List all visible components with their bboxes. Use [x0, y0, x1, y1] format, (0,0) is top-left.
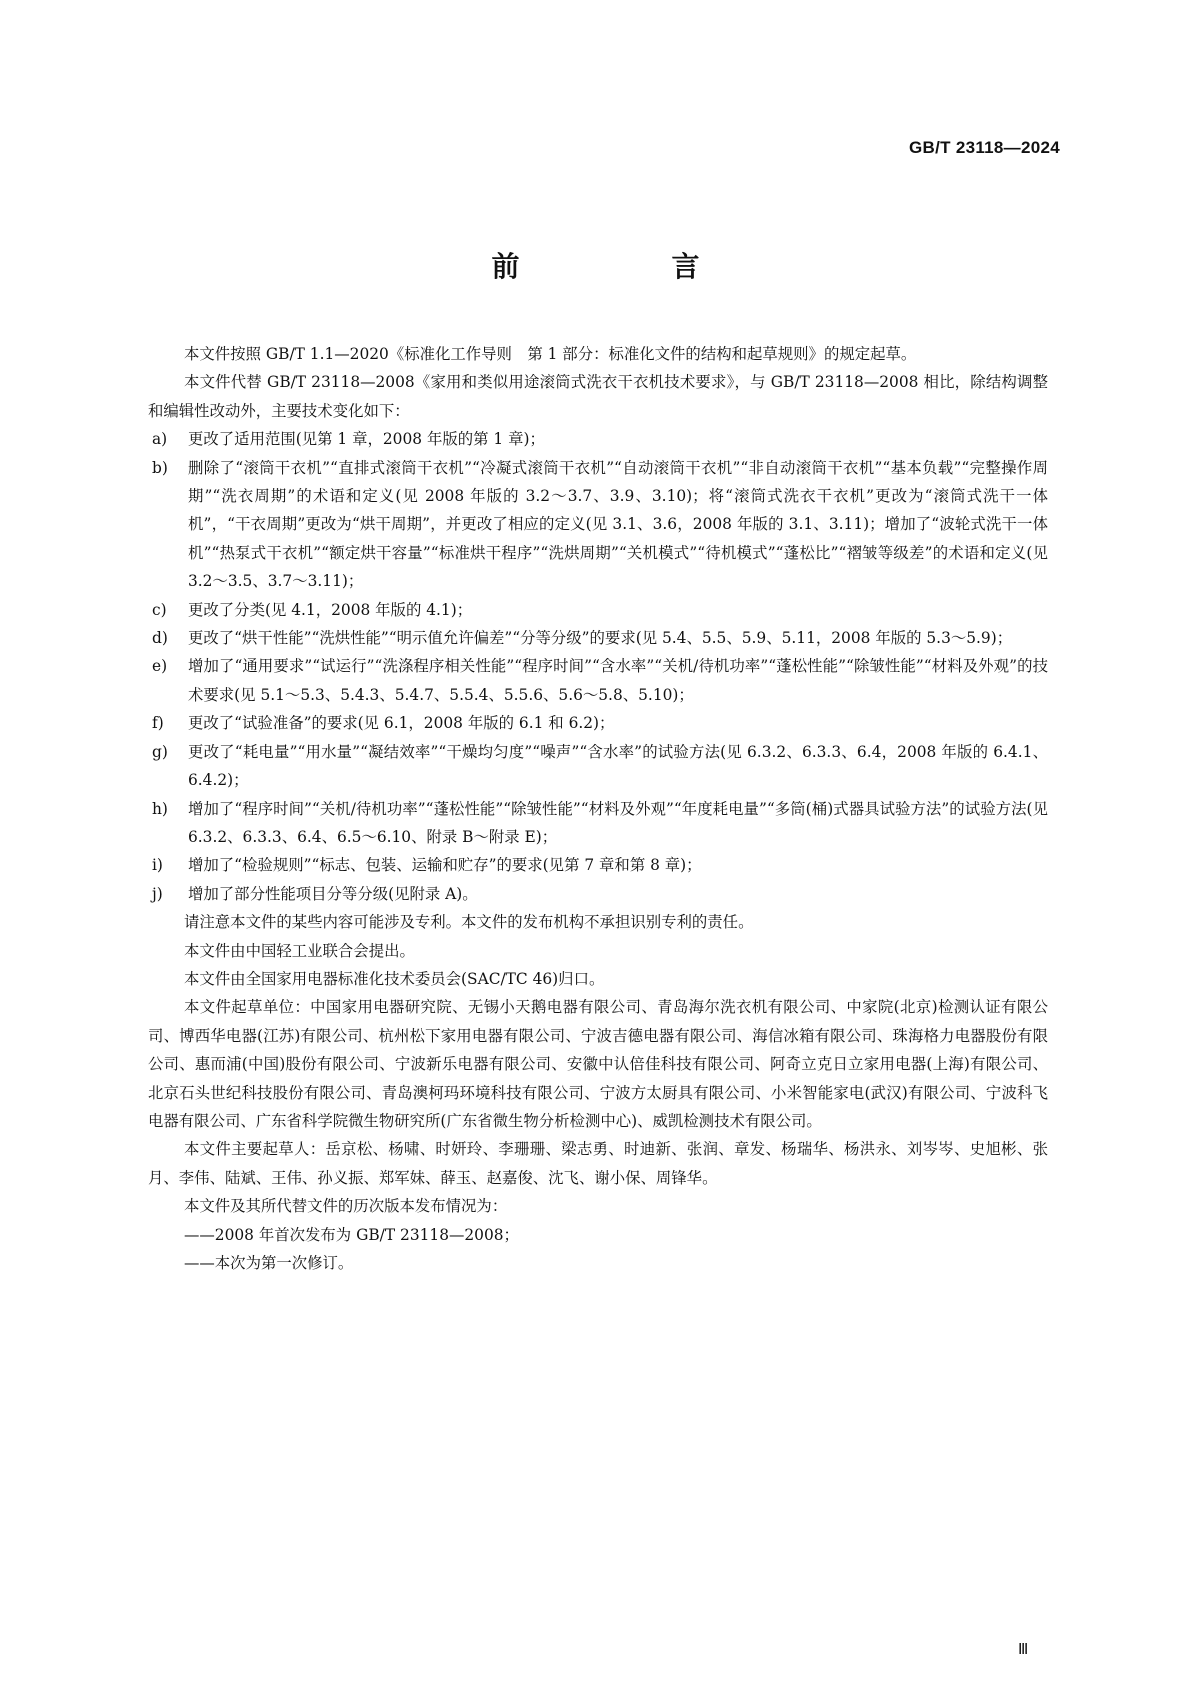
paragraph-proposed-by: 本文件由中国轻工业联合会提出。: [184, 941, 415, 960]
change-text: 删除了“滚筒干衣机”“直排式滚筒干衣机”“冷凝式滚筒干衣机”“自动滚筒干衣机”“非自动滚筒干衣机”“基本负载”“完整操作周期”“洗衣周期”的术语和定义(见 2008 年版的 3.2～3.7、3.9、3.10)；将“滚筒式洗衣干衣机”更改为“滚筒式洗干一体机”，“干衣周期”更改为“烘干周期”，并更改了相应的定义(见 3.1、3.6，2008 年版的 3.1、3.11)；增加了“波轮式洗干一体机”“热泵式干衣机”“额定烘干容量”“标准烘干程序”“洗烘周期”“关机模式”“待机模式”“蓬松比”“褶皱等级差”的术语和定义(见 3.2～3.5、3.7～3.11)；: [188, 458, 1048, 591]
change-label: a): [152, 430, 168, 449]
change-text: 更改了“试验准备”的要求(见 6.1，2008 年版的 6.1 和 6.2)；: [188, 714, 615, 733]
page-title-text: 前 言: [491, 250, 762, 283]
change-item: [148, 652, 1048, 709]
paragraph-replacement: 本文件代替 GB/T 23118—2008《家用和类似用途滚筒式洗衣干衣机技术要求》，与 GB/T 23118—2008 相比，除结构调整和编辑性改动外，主要技术变化如下：: [148, 373, 1048, 420]
change-item: [148, 624, 1048, 652]
change-text: 增加了“通用要求”“试运行”“洗涤程序相关性能”“程序时间”“含水率”“关机/待机功率”“蓬松性能”“除皱性能”“材料及外观”的技术要求(见 5.1～5.3、5.4.3、5.4.7、5.5.4、5.5.6、5.6～5.8、5.10)；: [188, 657, 1048, 704]
change-item: [148, 454, 1048, 596]
change-item: [148, 795, 1048, 852]
change-text: 增加了部分性能项目分等分级(见附录 A)。: [188, 884, 478, 903]
history-item: ——2008 年首次发布为 GB/T 23118—2008；: [184, 1225, 519, 1244]
paragraph-history-intro: 本文件及其所代替文件的历次版本发布情况为：: [184, 1197, 508, 1216]
change-text: 更改了适用范围(见第 1 章，2008 年版的第 1 章)；: [188, 430, 545, 449]
change-item: [148, 880, 1048, 908]
change-label: c): [152, 600, 167, 619]
change-label: b): [152, 458, 168, 477]
foreword-body: [148, 340, 1048, 1277]
change-text: 更改了“烘干性能”“洗烘性能”“明示值允许偏差”“分等分级”的要求(见 5.4、5.5、5.9、5.11，2008 年版的 5.3～5.9)；: [188, 629, 1013, 648]
change-label: e): [152, 657, 168, 676]
change-label: g): [152, 742, 168, 761]
paragraph-drafting-basis: 本文件按照 GB/T 1.1—2020《标准化工作导则 第 1 部分：标准化文件的结构和起草规则》的规定起草。: [184, 345, 917, 363]
history-item: ——本次为第一次修订。: [184, 1254, 354, 1272]
change-item: [148, 596, 1048, 624]
change-label: h): [152, 799, 168, 818]
page-number: Ⅲ: [1018, 1642, 1029, 1658]
paragraph-patent-notice: 请注意本文件的某些内容可能涉及专利。本文件的发布机构不承担识别专利的责任。: [184, 913, 754, 932]
change-label: i): [152, 856, 163, 875]
change-text: 更改了“耗电量”“用水量”“凝结效率”“干燥均匀度”“噪声”“含水率”的试验方法(见 6.3.2、6.3.3、6.4，2008 年版的 6.4.1、6.4.2)；: [188, 742, 1048, 790]
page-title: [0, 245, 1191, 285]
change-text: 更改了分类(见 4.1，2008 年版的 4.1)；: [188, 600, 473, 619]
change-label: j): [152, 884, 163, 903]
paragraph-drafters: 本文件主要起草人：岳京松、杨啸、时妍玲、李珊珊、梁志勇、时迪新、张润、章发、杨瑞华、杨洪永、刘岑岑、史旭彬、张月、李伟、陆斌、王伟、孙义振、郑军妹、薛玉、赵嘉俊、沈飞、谢小保、周锋华。: [148, 1140, 1048, 1187]
change-item: [148, 851, 1048, 879]
change-item: [148, 738, 1048, 795]
change-label: d): [152, 629, 168, 648]
change-item: [148, 709, 1048, 737]
change-text: 增加了“程序时间”“关机/待机功率”“蓬松性能”“除皱性能”“材料及外观”“年度耗电量”“多筒(桶)式器具试验方法”的试验方法(见 6.3.2、6.3.3、6.4、6.5～6.10、附录 B～附录 E)；: [188, 799, 1048, 846]
standard-code: GB/T 23118—2024: [909, 138, 1060, 157]
paragraph-centralized-by: 本文件由全国家用电器标准化技术委员会(SAC/TC 46)归口。: [184, 969, 605, 988]
paragraph-drafting-units: 本文件起草单位：中国家用电器研究院、无锡小天鹅电器有限公司、青岛海尔洗衣机有限公司、中家院(北京)检测认证有限公司、博西华电器(江苏)有限公司、杭州松下家用电器有限公司、宁波吉德电器有限公司、海信冰箱有限公司、珠海格力电器股份有限公司、惠而浦(中国)股份有限公司、宁波新乐电器有限公司、安徽中认倍佳科技有限公司、阿奇立克日立家用电器(上海)有限公司、北京石头世纪科技股份有限公司、青岛澳柯玛环境科技有限公司、宁波方太厨具有限公司、小米智能家电(武汉)有限公司、宁波科飞电器有限公司、广东省科学院微生物研究所(广东省微生物分析检测中心)、威凯检测技术有限公司。: [148, 998, 1048, 1130]
change-text: 增加了“检验规则”“标志、包装、运输和贮存”的要求(见第 7 章和第 8 章)；: [188, 856, 702, 875]
change-item: [148, 425, 1048, 453]
change-label: f): [152, 714, 164, 733]
